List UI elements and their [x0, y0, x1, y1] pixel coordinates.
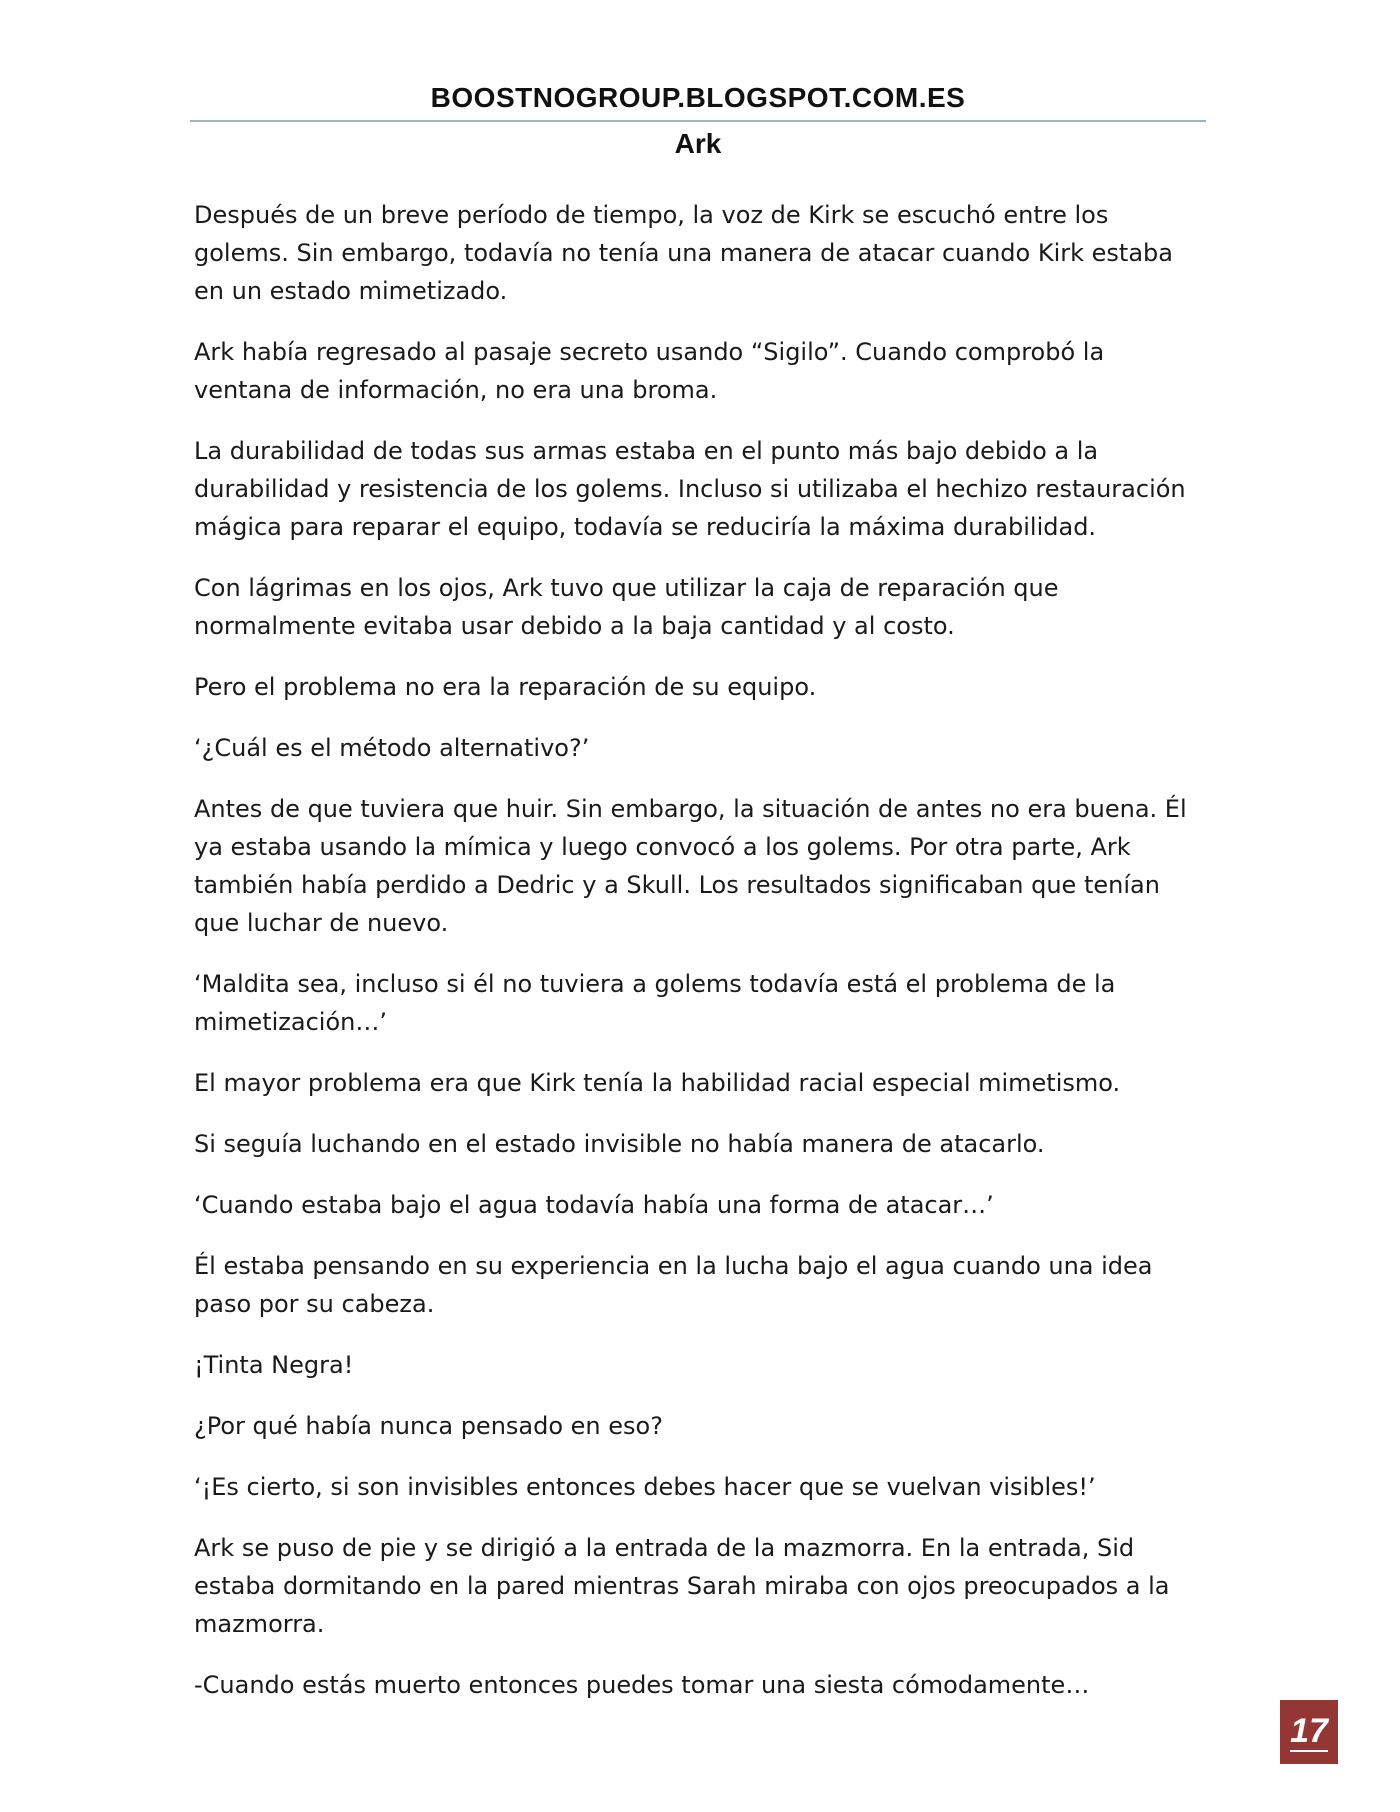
paragraph: Ark había regresado al pasaje secreto usando “Sigilo”. Cuando comprobó la ventana de información, no era una broma. [194, 338, 1105, 404]
paragraph: Con lágrimas en los ojos, Ark tuvo que utilizar la caja de reparación que normalmente evitaba usar debido a la baja cantidad y al costo. [194, 574, 1059, 640]
paragraph: Ark se puso de pie y se dirigió a la entrada de la mazmorra. En la entrada, Sid estaba dormitando en la pared mientras Sarah miraba con ojos preocupados a la mazmorra. [194, 1534, 1170, 1638]
header-divider [190, 120, 1206, 122]
chapter-body [194, 196, 1204, 1727]
paragraph: ‘Maldita sea, incluso si él no tuviera a golems todavía está el problema de la mimetización…’ [194, 970, 1116, 1036]
paragraph: Pero el problema no era la reparación de su equipo. [194, 673, 817, 701]
paragraph: ‘¿Cuál es el método alternativo?’ [194, 734, 590, 762]
paragraph: Si seguía luchando en el estado invisible no había manera de atacarlo. [194, 1130, 1045, 1158]
paragraph: Después de un breve período de tiempo, la voz de Kirk se escuchó entre los golems. Sin embargo, todavía no tenía una manera de atacar cuando Kirk estaba en un estado mimetizado. [194, 201, 1173, 305]
paragraph: ¿Por qué había nunca pensado en eso? [194, 1412, 663, 1440]
paragraph: Antes de que tuviera que huir. Sin embargo, la situación de antes no era buena. Él ya estaba usando la mímica y luego convocó a los golems. Por otra parte, Ark también había perdido a Dedric y a Skull. Los resultados significaban que tenían que luchar de nuevo. [194, 795, 1187, 937]
site-title: BOOSTNOGROUP.BLOGSPOT.COM.ES [430, 82, 966, 113]
paragraph: ‘Cuando estaba bajo el agua todavía había una forma de atacar…’ [194, 1191, 994, 1219]
page-header [190, 78, 1206, 164]
paragraph: La durabilidad de todas sus armas estaba en el punto más bajo debido a la durabilidad y resistencia de los golems. Incluso si utilizaba el hechizo restauración mágica para reparar el equipo, todavía se reduciría la máxima durabilidad. [194, 437, 1186, 541]
paragraph: Él estaba pensando en su experiencia en la lucha bajo el agua cuando una idea paso por su cabeza. [194, 1252, 1153, 1318]
paragraph: El mayor problema era que Kirk tenía la habilidad racial especial mimetismo. [194, 1069, 1121, 1097]
book-title: Ark [674, 128, 722, 159]
paragraph: ‘¡Es cierto, si son invisibles entonces debes hacer que se vuelvan visibles!’ [194, 1473, 1096, 1501]
page-number-badge [1280, 1700, 1338, 1764]
page-number: 17 [1290, 1712, 1328, 1750]
paragraph: ¡Tinta Negra! [194, 1351, 354, 1379]
paragraph: -Cuando estás muerto entonces puedes tomar una siesta cómodamente… [194, 1671, 1090, 1699]
